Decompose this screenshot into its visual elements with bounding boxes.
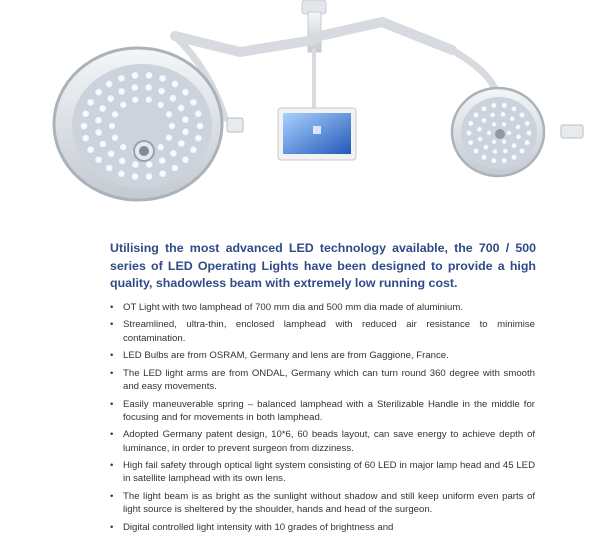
led-bulb	[519, 112, 525, 118]
led-bulb	[94, 156, 102, 164]
led-bulb	[524, 139, 530, 145]
led-bulb	[189, 98, 197, 106]
led-bulb	[491, 139, 497, 145]
bullet-icon: •	[110, 319, 114, 331]
led-bulb	[481, 117, 487, 123]
led-bulb	[524, 120, 530, 126]
led-bulb	[86, 98, 94, 106]
led-bulb	[473, 112, 479, 118]
led-bulb	[189, 146, 197, 154]
led-bulb	[171, 164, 179, 172]
led-bulb	[144, 83, 152, 91]
led-bulb	[519, 148, 525, 154]
feature-text: Digital controlled light intensity with 10 grades of brightness and	[123, 521, 394, 533]
led-bulb	[194, 110, 202, 118]
bullet-icon: •	[110, 521, 114, 533]
led-bulb	[99, 104, 107, 112]
led-bulb	[157, 143, 165, 151]
led-bulb	[111, 134, 119, 142]
led-bulb	[108, 122, 116, 130]
led-bulb	[194, 134, 202, 142]
bullet-icon: •	[110, 490, 114, 502]
led-bulb	[501, 102, 507, 108]
led-bulb	[181, 88, 189, 96]
led-bulb	[511, 154, 517, 160]
led-bulb	[131, 71, 139, 79]
large-lamphead	[54, 48, 243, 200]
led-bulb	[477, 136, 483, 142]
led-bulb	[506, 130, 512, 136]
led-bulb	[516, 134, 522, 140]
led-bulb	[119, 143, 127, 151]
led-bulb	[158, 156, 166, 164]
led-bulb	[468, 120, 474, 126]
bullet-icon: •	[110, 429, 114, 441]
led-bulb	[165, 134, 173, 142]
led-bulb	[515, 124, 521, 130]
led-bulb	[131, 172, 139, 180]
feature-text: Streamlined, ultra-thin, enclosed lamphead with reduced air resistance to minimise contamination.	[123, 319, 535, 344]
feature-text: The LED light arms are from ONDAL, Germany which can turn round 360 degree with smooth and easy movements.	[123, 367, 535, 393]
led-bulb	[466, 130, 472, 136]
led-bulb	[501, 122, 507, 128]
led-bulb	[94, 128, 102, 136]
led-bulb	[481, 154, 487, 160]
feature-text: Adopted Germany patent design, 10*6, 60 beads layout, can save energy to achieve depth of luminance, in order to prevent surgeon from dizziness.	[123, 429, 535, 454]
led-bulb	[80, 122, 88, 130]
led-bulb	[94, 88, 102, 96]
led-bulb	[82, 110, 90, 118]
led-bulb	[117, 170, 125, 178]
led-bulb	[145, 96, 153, 104]
led-bulb	[491, 157, 497, 163]
feature-item	[110, 428, 535, 455]
bullet-icon: •	[110, 398, 114, 410]
feature-item	[110, 301, 535, 314]
feature-item	[110, 521, 535, 534]
bullet-icon: •	[110, 367, 114, 379]
led-bulb	[131, 96, 139, 104]
led-bulb	[486, 130, 492, 136]
led-bulb	[526, 130, 532, 136]
feature-text: High fail safety through optical light system consisting of 60 LED in major lamp head and 45 LED in satellite lamphead with its own lens.	[123, 460, 535, 485]
led-bulb	[511, 143, 517, 149]
led-bulb	[107, 150, 115, 158]
led-bulb	[511, 106, 517, 112]
led-bulb	[502, 148, 508, 154]
bullet-icon: •	[110, 302, 114, 313]
led-bulb	[158, 170, 166, 178]
led-bulb	[168, 122, 176, 130]
led-bulb	[158, 74, 166, 82]
led-bulb	[99, 140, 107, 148]
led-bulb	[509, 116, 515, 122]
feature-text: The light beam is as bright as the sunlight without shadow and still keep uniform even parts of light source is sheltered by the shoulder, hands and head of the surgeon.	[123, 490, 535, 516]
led-bulb	[177, 104, 185, 112]
feature-list	[110, 301, 535, 538]
led-bulb	[169, 94, 177, 102]
led-bulb	[105, 164, 113, 172]
led-bulb	[145, 71, 153, 79]
led-bulb	[501, 139, 507, 145]
feature-item	[110, 459, 535, 486]
led-bulb	[501, 157, 507, 163]
suspension-arms	[175, 22, 496, 118]
led-bulb	[145, 172, 153, 180]
led-bulb	[181, 115, 189, 123]
led-bulb	[481, 106, 487, 112]
led-bulb	[94, 116, 102, 124]
led-bulb	[118, 157, 126, 165]
led-bulb	[181, 128, 189, 136]
led-bulb	[490, 112, 496, 118]
led-bulb	[107, 94, 115, 102]
feature-text: Easily maneuverable spring – balanced lamphead with a Sterilizable Handle in the middle for focusing and for movements in both lamphead.	[123, 398, 535, 423]
led-bulb	[118, 87, 126, 95]
led-bulb	[131, 160, 139, 168]
feature-text: OT Light with two lamphead of 700 mm dia and 500 mm dia made of aluminium.	[123, 302, 464, 313]
led-bulb	[476, 126, 482, 132]
led-bulb	[468, 139, 474, 145]
led-bulb	[157, 101, 165, 109]
led-bulb	[117, 74, 125, 82]
bullet-icon: •	[110, 350, 114, 362]
led-bulb	[473, 148, 479, 154]
led-bulb	[119, 101, 127, 109]
feature-item	[110, 367, 535, 394]
led-bulb	[171, 80, 179, 88]
feature-item	[110, 398, 535, 425]
led-bulb	[158, 87, 166, 95]
operating-light-illustration	[0, 0, 600, 232]
led-bulb	[169, 149, 177, 157]
led-bulb	[500, 111, 506, 117]
led-bulb	[165, 110, 173, 118]
feature-item	[110, 490, 535, 517]
led-bulb	[181, 156, 189, 164]
led-bulb	[177, 139, 185, 147]
led-bulb	[492, 149, 498, 155]
feature-item	[110, 318, 535, 345]
led-bulb	[131, 83, 139, 91]
led-bulb	[111, 110, 119, 118]
led-bulb	[491, 122, 497, 128]
feature-item	[110, 349, 535, 362]
monitor	[278, 108, 356, 160]
led-bulb	[483, 144, 489, 150]
small-lamphead	[452, 88, 583, 176]
led-bulb	[82, 134, 90, 142]
intro-paragraph: Utilising the most advanced LED technology available, the 700 / 500 series of LED Operating Lights have been designed to provide a high quality, shadowless beam with extremely low running cost.	[110, 241, 536, 291]
bullet-icon: •	[110, 460, 114, 472]
led-bulb	[196, 122, 204, 130]
led-bulb	[491, 102, 497, 108]
led-bulb	[86, 146, 94, 154]
feature-text: LED Bulbs are from OSRAM, Germany and lens are from Gaggione, France.	[123, 350, 449, 362]
led-bulb	[105, 80, 113, 88]
